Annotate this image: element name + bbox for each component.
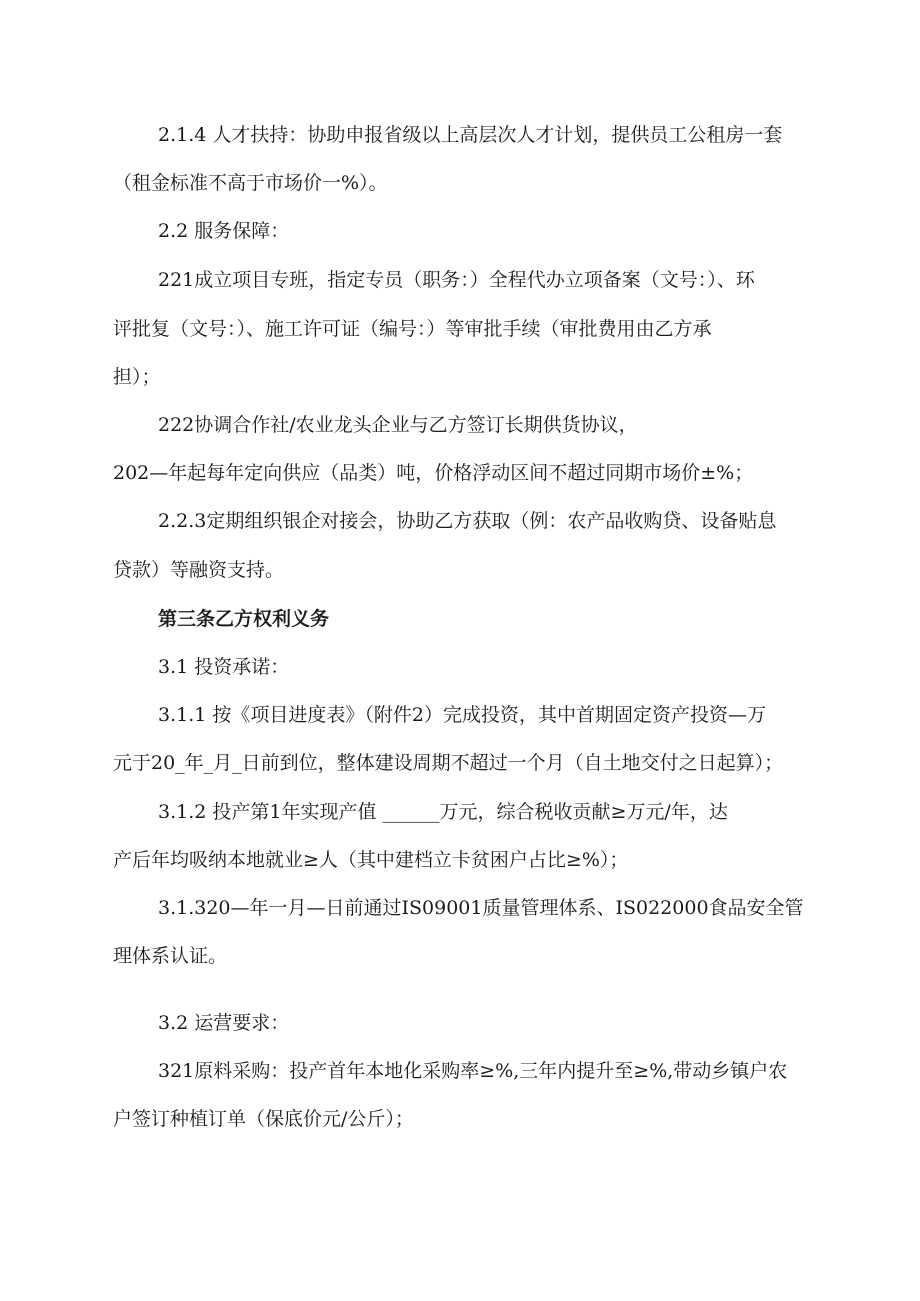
clause-2-2-2-line-1: 222协调合作社/农业龙头企业与乙方签订长期供货协议， [158,414,638,436]
clause-3-1-1-line-2: 元于20_年_月_日前到位，整体建设周期不超过一个月（自土地交付之日起算）； [113,752,784,774]
clause-2-2-1-line-2: 评批复（文号：）、施工许可证（编号：）等审批手续（审批费用由乙方承 [113,318,712,340]
article-3-heading: 第三条乙方权利义务 [158,608,330,630]
clause-2-2-1-line-3: 担）； [113,366,161,388]
clause-3-1-3-line-2: 理体系认证。 [113,945,228,967]
clause-3-2-heading: 3.2 运营要求： [158,1012,290,1034]
clause-3-1-2-line-2: 产后年均吸纳本地就业≥人（其中建档立卡贫困户占比≥%）； [113,849,629,871]
clause-2-2-heading: 2.2 服务保障： [158,220,290,242]
clause-3-1-2-line-1: 3.1.2 投产第1年实现产值 ______万元，综合税收贡献≥万元/年，达 [158,801,728,823]
clause-3-2-1-line-2: 户签订种植订单（保底价元/公斤）； [113,1108,414,1130]
clause-2-2-3-line-2: 贷款）等融资支持。 [113,559,285,581]
clause-2-2-2-line-2: 202—年起每年定向供应（品类）吨，价格浮动区间不超过同期市场价±%； [113,462,754,484]
clause-2-1-4-line-1: 2.1.4 人才扶持：协助申报省级以上高层次人才计划，提供员工公租房一套 [158,124,783,146]
clause-3-1-3-line-1: 3.1.320—年一月—日前通过IS09001质量管理体系、IS022000食品安全管 [158,897,804,919]
clause-3-1-heading: 3.1 投资承诺： [158,656,290,678]
clause-2-2-1-line-1: 221成立项目专班，指定专员（职务：）全程代办立项备案（文号：）、环 [158,269,755,291]
clause-3-2-1-line-1: 321原料采购：投产首年本地化采购率≥%,三年内提升至≥%,带动乡镇户农 [158,1060,788,1082]
clause-3-1-1-line-1: 3.1.1 按《项目进度表》（附件2）完成投资，其中首期固定资产投资—万 [158,704,766,726]
clause-2-1-4-line-2: （租金标准不高于市场价一%）。 [113,172,388,194]
clause-2-2-3-line-1: 2.2.3定期组织银企对接会，协助乙方获取（例：农产品收购贷、设备贴息 [158,510,777,532]
